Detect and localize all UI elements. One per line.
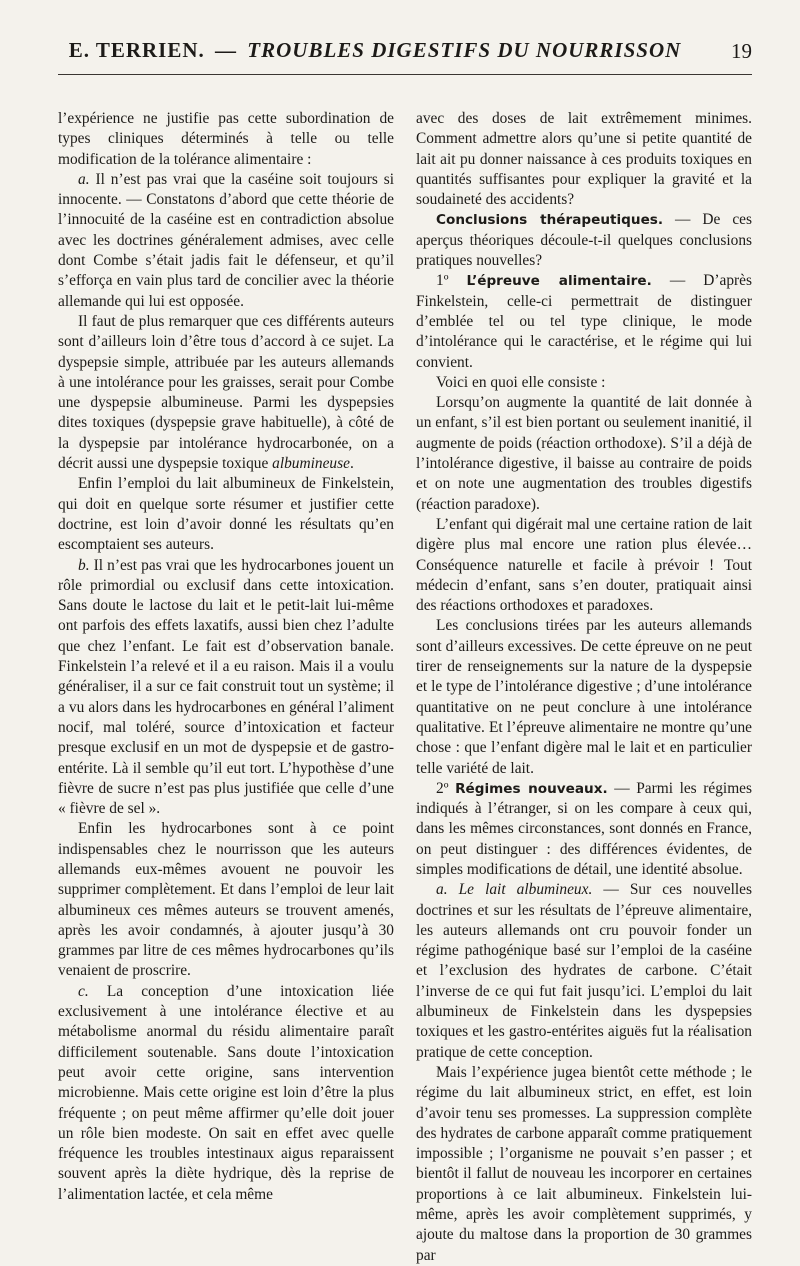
paragraph (416, 616, 752, 778)
paragraph (58, 982, 394, 1205)
paragraph-text: Lorsqu’on augmente la quantité de lait donnée à un enfant, s’il est bien portant ou seulement inanitié, il augmente de poids (réaction orthodoxe). S’il a déjà de l’intolérance digestive, il baisse au contraire de poids et on note une augmentation des troubles digestifs (réaction paradoxe). (416, 394, 752, 513)
paragraph-lead: b. (78, 556, 90, 574)
paragraph-text: — D’après Finkelstein, celle-ci permettrait de distinguer d’emblée tel ou tel type clinique, le mode d’intolérance qui le caractérise, et le régime qui lui convient. (416, 272, 752, 371)
paragraph (416, 373, 752, 393)
paragraph-text: Il n’est pas vrai que les hydrocarbones jouent un rôle primordial ou exclusif dans cette intoxication. Sans doute le lactose du lait et le petit-lait lui-même ont parfois des effets laxatifs, aussi bien chez l’adulte que chez l’enfant. Le fait est d’observation banale. Finkelstein l’a relevé et il a eu raison. Mais il a voulu généraliser, il a sur ce fait construit tout un système; il a vu alors dans les hydrocarbones en général l’aliment nocif, mal toléré, source d’intoxication et facteur presque exclusif en un mot de dyspepsie et de gastro-entérite. Là il semble qu’il eut tort. L’hypothèse d’une fièvre de sucre n’est pas plus justifiée que celle d’une « fièvre de sel ». (58, 556, 394, 818)
paragraph-text: Les conclusions tirées par les auteurs allemands sont d’ailleurs excessives. De cette épreuve on ne peut tirer de renseignements sur la nature de la dyspepsie et le type de l’intolérance digestive ; d’une intolérance quantitative on ne peut conclure à une intolérance qualitative. Et l’épreuve alimentaire ne montre qu’une chose : que l’enfant digère mal le lait et en particulier telle variété de lait. (416, 617, 752, 777)
paragraph-lead: 1º (436, 272, 467, 290)
subsection-title: Le lait albumineux. (458, 881, 593, 899)
paragraph (58, 312, 394, 474)
paragraph (58, 474, 394, 555)
paragraph (416, 210, 752, 271)
paragraph (416, 109, 752, 210)
paragraph-lead: a. (78, 170, 90, 188)
paragraph-text: Enfin l’emploi du lait albumineux de Finkelstein, qui doit en quelque sorte résumer et justifier cette doctrine, est loin d’avoir donné les résultats qu’en escomptaient ses auteurs. (58, 475, 394, 554)
paragraph-text: L’enfant qui digérait mal une certaine ration de lait digère plus mal encore une ration plus élevée… Conséquence naturelle et facile à prévoir ! Tout médecin d’enfant, sans s’en douter, pratiquait ainsi des réactions orthodoxes et paradoxes. (416, 515, 752, 615)
paragraph (416, 515, 752, 616)
header-dash: — (215, 38, 238, 62)
paragraph-text: Voici en quoi elle consiste : (436, 373, 606, 391)
text-columns (58, 109, 752, 1266)
paragraph-text: — Sur ces nouvelles doctrines et sur les résultats de l’épreuve alimentaire, les auteurs allemands ont cru pouvoir fonder un régime pathogénique basé sur l’emploi de la caséine et l’exclusion des hydrates de carbone. C’était l’inverse de ce qui fut fait jusqu’ici. L’emploi du lait albumineux de Finkelstein dans les dyspepsies toxiques et les gastro-entérites aiguës fut la réalisation pratique de cette conception. (416, 881, 752, 1061)
paragraph (58, 170, 394, 312)
paragraph-text: La conception d’une intoxication liée exclusivement à une intolérance élective et au métabolisme anormal du résidu alimentaire paraît difficilement soutenable. Sans doute l’intoxication peut avoir cette origine, sans intervention microbienne. Mais cette origine est loin d’être la plus fréquente ; on peut même affirmer qu’elle doit jouer un rôle bien modeste. On sait en effet avec quelle fréquence les troubles intestinaux aigus reparaissent souvent après la diète hydrique, dès la reprise de l’alimentation lactée, et cela même (58, 982, 394, 1203)
paragraph-text: avec des doses de lait extrêmement minimes. Comment admettre alors qu’une si petite quantité de lait ait pu donner naissance à ces produits toxiques en quantités suffisantes pour expliquer la gravité et la soudaineté des accidents? (416, 110, 752, 209)
section-heading: Régimes nouveaux. (455, 780, 608, 797)
paragraph-text: l’expérience ne justifie pas cette subordination de types cliniques déterminés à telle ou telle modification de la tolérance alimentaire : (58, 110, 394, 168)
paragraph-text: — De ces aperçus théoriques découle-t-il quelques conclusions pratiques nouvelles? (416, 211, 753, 270)
italic-term: albumineuse (272, 455, 350, 473)
section-heading: Conclusions thérapeutiques. (436, 212, 664, 229)
paragraph-tail: . (349, 455, 354, 473)
paragraph-text: Il n’est pas vrai que la caséine soit toujours si innocente. — Constatons d’abord que cette théorie de l’innocuité de la caséine est en contradiction absolue avec les doctrines généralement admises, avec celle dont Combe s’était jadis fait le défenseur, et qu’il s’efforça en vain plus tard de concilier avec la théorie allemande qui lui est opposée. (58, 170, 394, 310)
paragraph-text: — Parmi les régimes indiqués à l’étranger, si on les compare à ceux qui, dans les mêmes circonstances, sont donnés en France, on peut distinguer : des différences évidentes, de simples modifications de détail, une identité absolue. (416, 779, 752, 878)
running-header (58, 34, 752, 75)
paragraph-text: Il faut de plus remarquer que ces différents auteurs sont d’ailleurs loin d’être tous d’accord à ce sujet. La dyspepsie simple, attribuée par les auteurs allemands à une intolérance pour les graisses, serait pour Combe une dyspepsie albumineuse. Parmi les dyspepsies dites toxiques (dyspepsie grave habituelle), à côté de la dyspepsie par intolérance hydrocarbonée, on a décrit aussi une dyspepsie toxique (58, 312, 394, 473)
paragraph (416, 393, 752, 515)
paragraph (416, 880, 752, 1063)
section-heading: L’épreuve alimentaire. (466, 273, 652, 290)
paragraph-lead: 2º (436, 779, 456, 797)
paragraph (416, 779, 752, 880)
header-author: E. TERRIEN. (68, 38, 205, 62)
page-number: 19 (731, 39, 752, 63)
paragraph-lead: c. (78, 982, 89, 1000)
paragraph-text: Mais l’expérience jugea bientôt cette méthode ; le régime du lait albumineux strict, en effet, est loin d’avoir tenu ses promesses. La suppression complète des hydrates de carbone apparaît comme pratiquement impossible ; l’organisme ne pouvait s’en passer ; et bientôt il fallut de nouveau les incorporer en certaines proportions à ce lait albumineux. Finkelstein lui-même, après les avoir complètement supprimés, y ajoute du maltose dans la proportion de 30 grammes par (416, 1063, 752, 1264)
left-column (58, 109, 394, 1266)
header-title: TROUBLES DIGESTIFS DU NOURRISSON (247, 38, 682, 62)
paragraph (58, 556, 394, 820)
paragraph-lead: a. (436, 881, 459, 899)
paragraph (416, 1063, 752, 1266)
paragraph (416, 271, 752, 372)
paragraph-text: Enfin les hydrocarbones sont à ce point indispensables chez le nourrisson que les auteurs allemands eux-mêmes avouent ne pouvoir les supprimer complètement. Et dans l’emploi de leur lait albumineux ces mêmes auteurs se trouvent amenés, après les avoir condamnés, à ajouter jusqu’à 30 grammes par litre de ces mêmes hydrocarbones qu’ils venaient de proscrire. (58, 820, 394, 980)
paragraph (58, 819, 394, 981)
paragraph (58, 109, 394, 170)
right-column (416, 109, 752, 1266)
running-title (58, 38, 692, 63)
